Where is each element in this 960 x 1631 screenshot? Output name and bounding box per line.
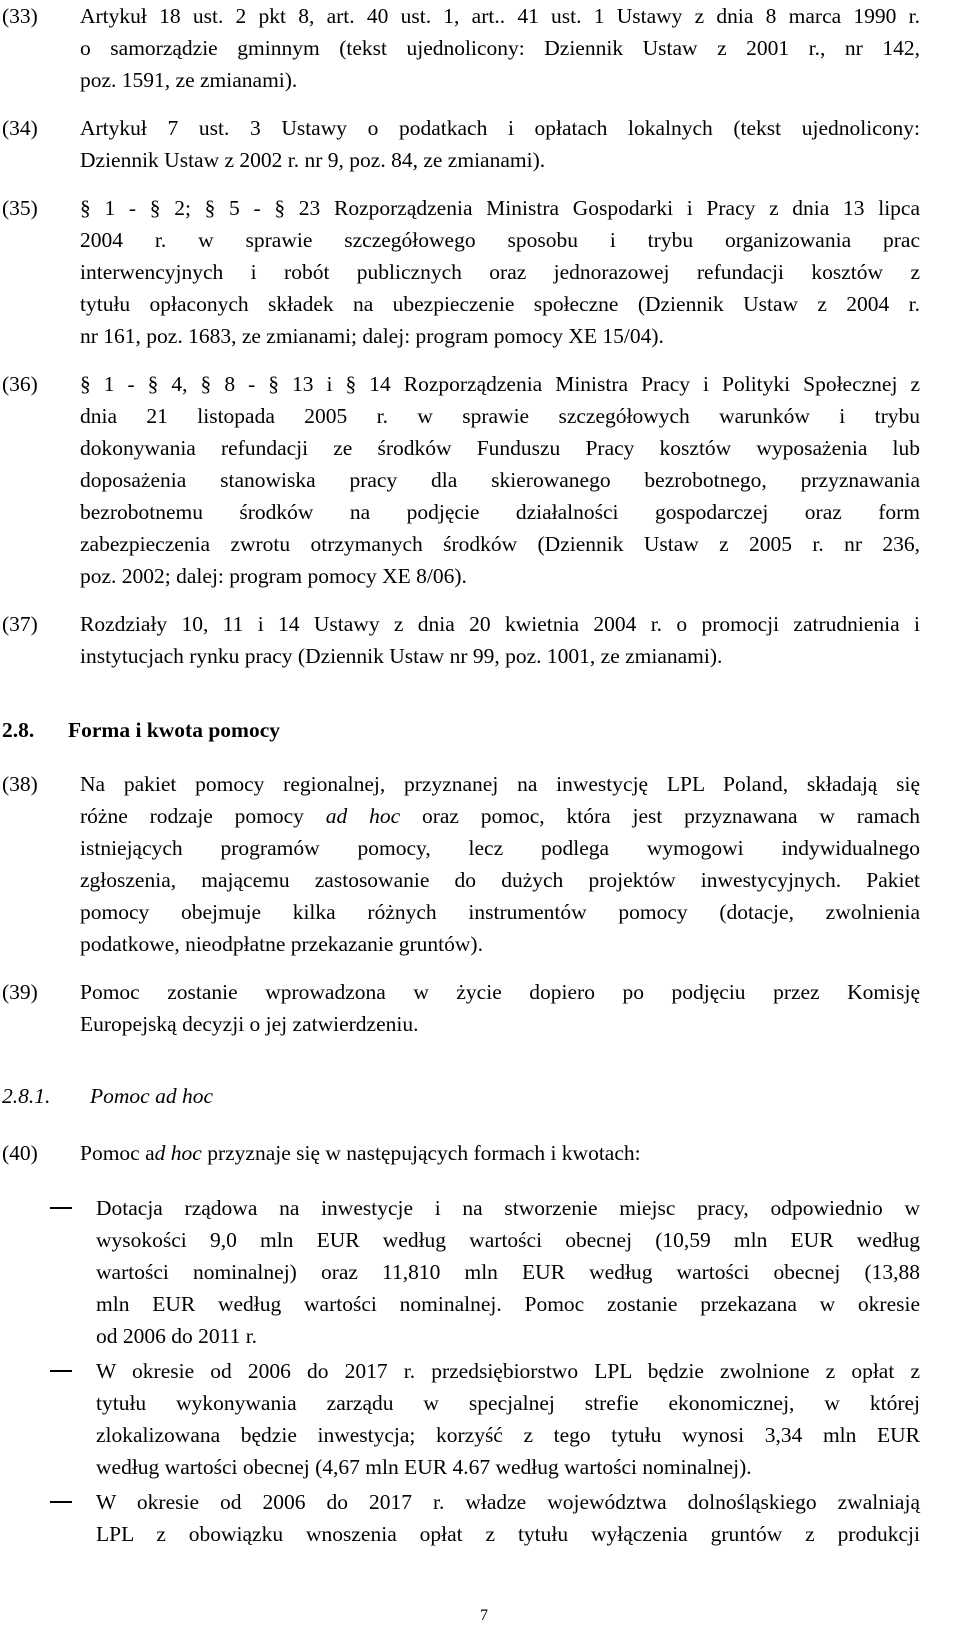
text-line: LPL z obowiązku wnoszenia opłat z tytułu wyłączenia gruntów z produkcji xyxy=(96,1522,920,1546)
text-line: od 2006 do 2011 r. xyxy=(96,1324,258,1348)
text-line: W okresie od 2006 do 2017 r. władze województwa dolnośląskiego zwalniają xyxy=(96,1490,920,1514)
text-line: pomocy obejmuje kilka różnych instrumentów pomocy (dotacje, zwolnienia xyxy=(80,900,920,924)
text-line: § 1 - § 2; § 5 - § 23 Rozporządzenia Ministra Gospodarki i Pracy z dnia 13 lipca xyxy=(80,196,920,220)
text-line: mln EUR według wartości nominalnej. Pomoc zostanie przekazana w okresie xyxy=(96,1292,920,1316)
text-line: zgłoszenia, mającemu zastosowanie do dużych projektów inwestycyjnych. Pakiet xyxy=(80,868,920,892)
paragraph-number: (34) xyxy=(2,116,38,140)
text-line: wartości nominalnej) oraz 11,810 mln EUR według wartości obecnej (13,88 xyxy=(96,1260,920,1284)
italic-term: d hoc xyxy=(154,1141,202,1165)
text-line: istniejących programów pomocy, lecz podlega wymogowi indywidualnego xyxy=(80,836,920,860)
text-line: dokonywania refundacji ze środków Funduszu Pracy kosztów wyposażenia lub xyxy=(80,436,920,460)
paragraph-number: (40) xyxy=(2,1141,38,1165)
paragraph-body xyxy=(80,768,920,960)
text-line: Artykuł 7 ust. 3 Ustawy o podatkach i opłatach lokalnych (tekst ujednolicony: xyxy=(80,116,920,140)
text-line: poz. 1591, ze zmianami). xyxy=(80,68,298,92)
section-title: Forma i kwota pomocy xyxy=(68,718,280,742)
text-line: § 1 - § 4, § 8 - § 13 i § 14 Rozporządzenia Ministra Pracy i Polityki Społecznej z xyxy=(80,372,920,396)
text-run: różne rodzaje pomocy xyxy=(80,804,326,828)
text-line: nr 161, poz. 1683, ze zmianami; dalej: program pomocy XE 15/04). xyxy=(80,324,664,348)
text-line: Pomoc zostanie wprowadzona w życie dopiero po podjęciu przez Komisję xyxy=(80,980,920,1004)
text-line: doposażenia stanowiska pracy dla skierowanego bezrobotnego, przyznawania xyxy=(80,468,920,492)
text-line: według wartości obecnej (4,67 mln EUR 4.67 według wartości nominalnej). xyxy=(96,1455,752,1479)
paragraph-body xyxy=(80,0,920,96)
text-line: poz. 2002; dalej: program pomocy XE 8/06). xyxy=(80,564,467,588)
paragraph-number: (37) xyxy=(2,612,38,636)
text-line: o samorządzie gminnym (tekst ujednolicony: Dziennik Ustaw z 2001 r., nr 142, xyxy=(80,36,920,60)
text-line: Dziennik Ustaw z 2002 r. nr 9, poz. 84, ze zmianami). xyxy=(80,148,546,172)
text-line: Rozdziały 10, 11 i 14 Ustawy z dnia 20 kwietnia 2004 r. o promocji zatrudnienia i xyxy=(80,612,920,636)
dash-bullet-icon xyxy=(50,1370,72,1372)
text-line: tytułu wykonywania zarządu w specjalnej strefie ekonomicznej, w której xyxy=(96,1391,920,1415)
paragraph-number: (38) xyxy=(2,772,38,796)
paragraph-number: (36) xyxy=(2,372,38,396)
page-number: 7 xyxy=(480,1607,488,1624)
paragraph-number: (39) xyxy=(2,980,38,1004)
paragraph-body xyxy=(80,608,920,672)
dash-bullet-icon xyxy=(50,1501,72,1503)
text-line: tytułu opłaconych składek na ubezpieczenie społeczne (Dziennik Ustaw z 2004 r. xyxy=(80,292,920,316)
paragraph-body xyxy=(80,192,920,352)
list-item-body xyxy=(96,1486,920,1550)
text-line: 2004 r. w sprawie szczegółowego sposobu i trybu organizowania prac xyxy=(80,228,920,252)
text-line: Artykuł 18 ust. 2 pkt 8, art. 40 ust. 1, art.. 41 ust. 1 Ustawy z dnia 8 marca 1990 r. xyxy=(80,4,920,28)
text-line: zlokalizowana będzie inwestycja; korzyść z tego tytułu wynosi 3,34 mln EUR xyxy=(96,1423,920,1447)
text-line: Na pakiet pomocy regionalnej, przyznanej na inwestycję LPL Poland, składają się xyxy=(80,772,920,796)
text-run: przyznaje się w następujących formach i kwotach: xyxy=(201,1141,641,1165)
text-line: W okresie od 2006 do 2017 r. przedsiębiorstwo LPL będzie zwolnione z opłat z xyxy=(96,1359,920,1383)
text-line: Europejską decyzji o jej zatwierdzeniu. xyxy=(80,1012,419,1036)
text-line: dnia 21 listopada 2005 r. w sprawie szczegółowych warunków i trybu xyxy=(80,404,920,428)
text-line: instytucjach rynku pracy (Dziennik Ustaw nr 99, poz. 1001, ze zmianami). xyxy=(80,644,723,668)
paragraph-number: (33) xyxy=(2,4,38,28)
paragraph-body xyxy=(80,368,920,592)
dash-bullet-icon xyxy=(50,1207,72,1209)
paragraph-body xyxy=(80,976,920,1040)
subsection-number: 2.8.1. xyxy=(2,1084,51,1108)
text-line: interwencyjnych i robót publicznych oraz jednorazowej refundacji kosztów z xyxy=(80,260,920,284)
text-line: wysokości 9,0 mln EUR według wartości obecnej (10,59 mln EUR według xyxy=(96,1228,920,1252)
paragraph-body xyxy=(80,1137,920,1169)
italic-term: ad hoc xyxy=(325,804,401,828)
text-line: podatkowe, nieodpłatne przekazanie gruntów). xyxy=(80,932,483,956)
list-item-body xyxy=(96,1355,920,1483)
paragraph-body xyxy=(80,112,920,176)
section-number: 2.8. xyxy=(2,718,35,742)
paragraph-number: (35) xyxy=(2,196,38,220)
subsection-title: Pomoc ad hoc xyxy=(90,1084,213,1108)
text-run: oraz pomoc, która jest przyznawana w ramach xyxy=(400,804,920,828)
text-line: zabezpieczenia zwrotu otrzymanych środków (Dziennik Ustaw z 2005 r. nr 236, xyxy=(80,532,920,556)
text-line: bezrobotnemu środków na podjęcie działalności gospodarczej oraz form xyxy=(80,500,920,524)
text-line-mixed xyxy=(80,1137,920,1169)
text-line-mixed xyxy=(80,800,920,832)
list-item-body xyxy=(96,1192,920,1352)
text-line: Dotacja rządowa na inwestycje i na stworzenie miejsc pracy, odpowiednio w xyxy=(96,1196,920,1220)
text-run: Pomoc a xyxy=(80,1141,155,1165)
